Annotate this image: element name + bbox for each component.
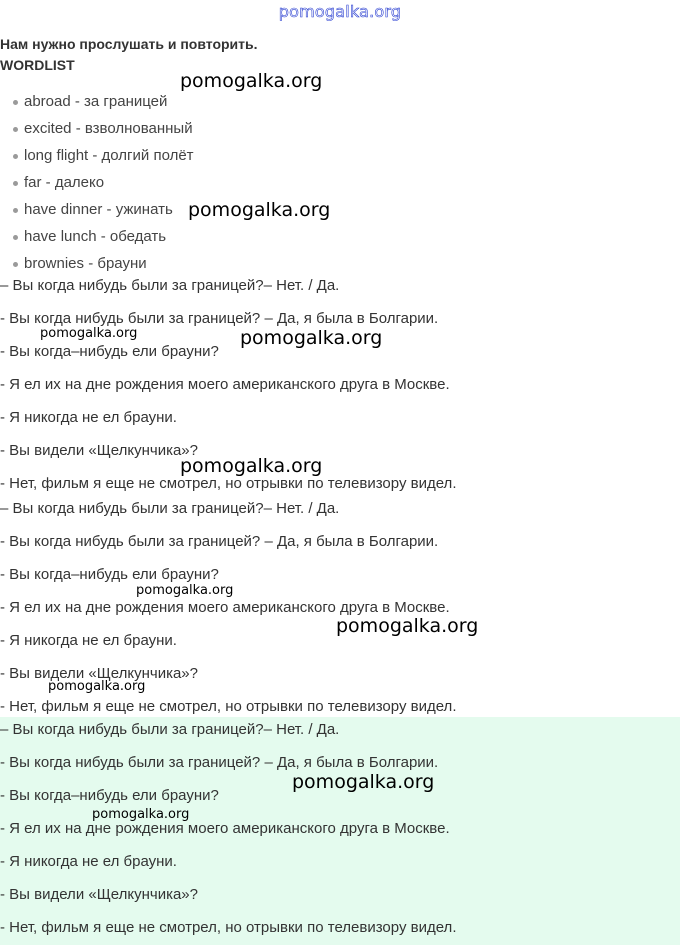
dialogue-line: - Вы видели «Щелкунчика»? [0, 886, 198, 903]
watermark: pomogalka.org [136, 583, 234, 598]
dialogue-block-1 [0, 277, 680, 508]
wordlist-item: brownies - брауни [10, 253, 510, 280]
wordlist-item: abroad - за границей [10, 91, 510, 118]
watermark: pomogalka.org [180, 455, 323, 477]
watermark: pomogalka.org [92, 807, 190, 822]
wordlist-item: long flight - долгий полёт [10, 145, 510, 172]
dialogue-line: – Вы когда нибудь были за границей?– Нет. / Да. [0, 721, 340, 738]
dialogue-line: - Вы когда–нибудь ели брауни? [0, 566, 219, 583]
wordlist-heading: WORDLIST [0, 57, 75, 73]
dialogue-line: - Я никогда не ел брауни. [0, 409, 177, 426]
dialogue-line: - Я никогда не ел брауни. [0, 853, 177, 870]
dialogue-line: - Вы видели «Щелкунчика»? [0, 442, 198, 459]
intro-text: Нам нужно прослушать и повторить. [0, 36, 258, 52]
watermark: pomogalka.org [180, 70, 323, 92]
dialogue-line: – Вы когда нибудь были за границей?– Нет. / Да. [0, 277, 340, 294]
dialogue-block-3-highlighted [0, 717, 680, 945]
wordlist-item: have lunch - обедать [10, 226, 510, 253]
watermark: pomogalka.org [336, 615, 479, 637]
dialogue-line: - Я ел их на дне рождения моего американского друга в Москве. [0, 820, 450, 837]
watermark: pomogalka.org [188, 199, 331, 221]
wordlist-item: excited - взволнованный [10, 118, 510, 145]
dialogue-line: - Вы когда нибудь были за границей? – Да, я была в Болгарии. [0, 754, 439, 771]
dialogue-line: - Я ел их на дне рождения моего американского друга в Москве. [0, 376, 450, 393]
dialogue-line: - Я ел их на дне рождения моего американского друга в Москве. [0, 599, 450, 616]
dialogue-line: - Вы когда нибудь были за границей? – Да, я была в Болгарии. [0, 533, 439, 550]
dialogue-line: - Нет, фильм я еще не смотрел, но отрывки по телевизору видел. [0, 919, 457, 936]
dialogue-line: - Я никогда не ел брауни. [0, 632, 177, 649]
wordlist-item: have dinner - ужинать [10, 199, 510, 226]
watermark: pomogalka.org [48, 679, 146, 694]
watermark: pomogalka.org [40, 326, 138, 341]
wordlist [10, 91, 510, 280]
dialogue-line: - Вы когда–нибудь ели брауни? [0, 787, 219, 804]
dialogue-line: - Вы видели «Щелкунчика»? [0, 665, 198, 682]
dialogue-line: - Нет, фильм я еще не смотрел, но отрывки по телевизору видел. [0, 475, 457, 492]
watermark: pomogalka.org [240, 327, 383, 349]
site-watermark-header: pomogalka.org [278, 2, 402, 21]
watermark: pomogalka.org [292, 771, 435, 793]
dialogue-line: - Нет, фильм я еще не смотрел, но отрывки по телевизору видел. [0, 698, 457, 715]
dialogue-line: - Вы когда нибудь были за границей? – Да, я была в Болгарии. [0, 310, 439, 327]
dialogue-line: – Вы когда нибудь были за границей?– Нет. / Да. [0, 500, 340, 517]
dialogue-line: - Вы когда–нибудь ели брауни? [0, 343, 219, 360]
wordlist-item: far - далеко [10, 172, 510, 199]
